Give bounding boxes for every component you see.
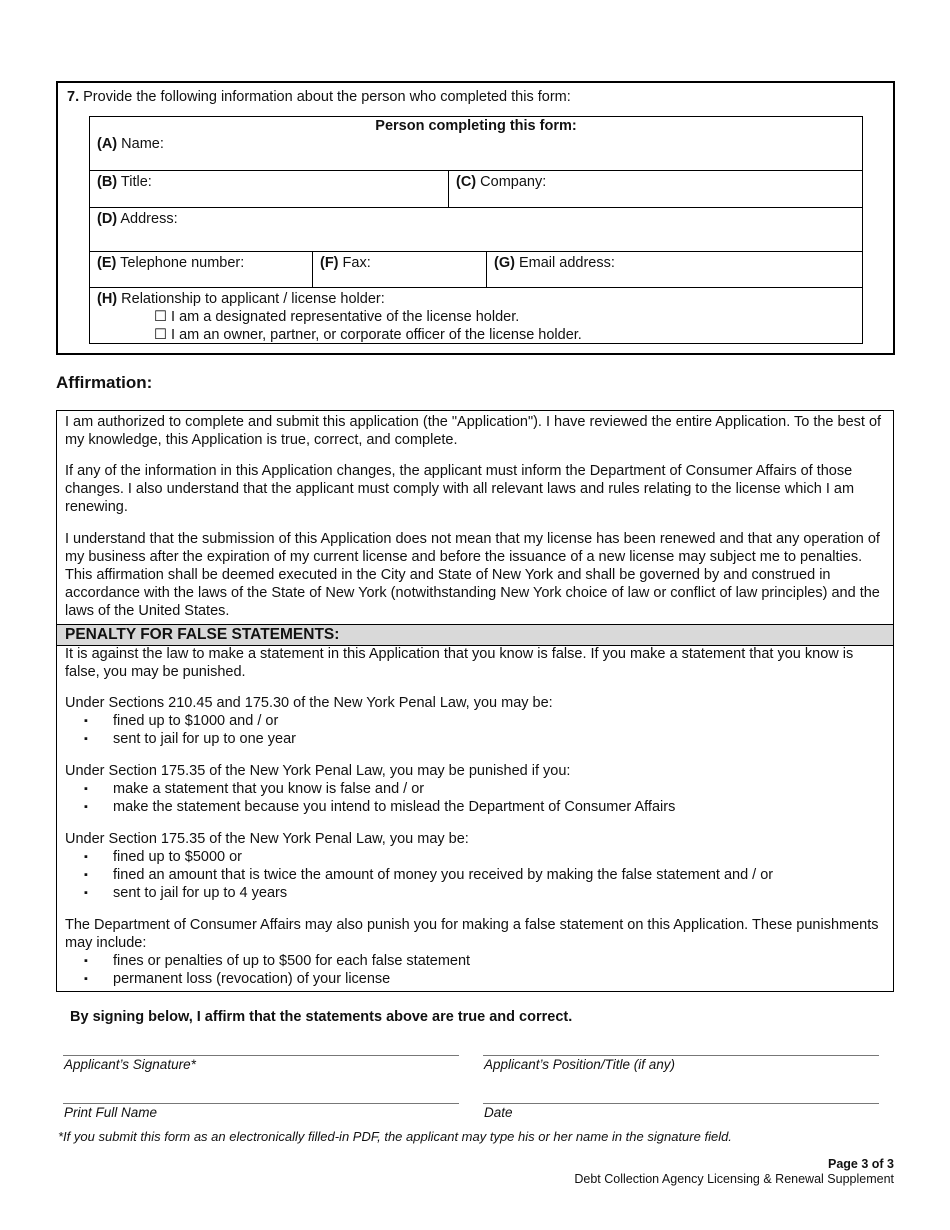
checkbox-designated-representative[interactable] [154,308,519,326]
title-code: (B) [97,174,118,190]
penalty-group [65,762,885,816]
penalty-group [65,694,885,748]
section-7-prompt-text: Provide the following information about the person who completed this form: [83,89,571,105]
penalty-intro: It is against the law to make a statement in this Application that you know is false. If you make a statement that you know is false, you may be punished. [65,646,854,680]
address-code: (D) [97,211,118,227]
name-field[interactable] [90,117,862,170]
affirmation-heading: Affirmation: [56,373,153,392]
name-code: (A) [97,136,118,152]
checkbox-label: I am an owner, partner, or corporate officer of the license holder. [171,327,582,343]
company-label: Company: [480,174,547,190]
title-label: Title: [120,174,152,190]
penalty-group [65,830,885,902]
telephone-label: Telephone number: [120,255,245,271]
list-item: ▪ make a statement that you know is false and / or [57,780,885,798]
section-7-box [56,81,895,355]
affirmation-paragraph: I understand that the submission of this Application does not mean that my license has been renewed and that any operation of my business after the expiration of my current license and before the issuance of a new license may subject me to penalties. This affirmation shall be deemed executed in the City and State of New York and shall be governed by and construed in accordance with the laws of the State of New York (notwithstanding New York choice of law or conflict of law principles) and the laws of the United States. [65,531,880,619]
penalty-heading: PENALTY FOR FALSE STATEMENTS: [65,626,340,643]
print-name-label: Print Full Name [64,1105,158,1120]
telephone-field[interactable] [90,252,312,287]
checkbox-icon[interactable]: ☐ [154,327,167,343]
affirmation-paragraph: I am authorized to complete and submit this application (the "Application"). I have reviewed the entire Application. To the best of my knowledge, this Application is true, correct, and complete. [65,414,882,448]
address-row [90,208,862,252]
applicant-signature-label: Applicant’s Signature* [64,1057,196,1072]
relationship-code: (H) [97,291,118,307]
list-item: ▪ sent to jail for up to one year [57,730,885,748]
fax-code: (F) [320,255,339,271]
checkbox-icon[interactable]: ☐ [154,309,167,325]
list-item: ▪ permanent loss (revocation) of your license [57,970,885,988]
date-label: Date [484,1105,513,1120]
print-name-line[interactable] [63,1103,459,1104]
penalty-group-lead: Under Section 175.35 of the New York Penal Law, you may be: [65,831,469,847]
relationship-label [97,290,385,308]
affirmation-box [56,410,894,992]
list-item: ▪ sent to jail for up to 4 years [57,884,885,902]
email-field[interactable] [487,252,862,287]
list-item: ▪ fined up to $1000 and / or [57,712,885,730]
title-field[interactable] [90,171,448,207]
fax-label: Fax: [342,255,371,271]
name-label: Name: [121,136,164,152]
fax-field[interactable] [313,252,486,287]
checkbox-owner-partner-officer[interactable] [154,326,582,344]
contact-row [90,252,862,288]
affirm-statement: By signing below, I affirm that the statements above are true and correct. [70,1009,573,1025]
section-7-number: 7. [67,89,80,105]
penalty-group-lead: Under Sections 210.45 and 175.30 of the New York Penal Law, you may be: [65,695,553,711]
email-label: Email address: [518,255,615,271]
list-item: ▪ fines or penalties of up to $500 for each false statement [57,952,885,970]
title-company-row [90,171,862,208]
company-field[interactable] [449,171,862,207]
email-code: (G) [494,255,515,271]
affirmation-paragraph: If any of the information in this Application changes, the applicant must inform the Department of Consumer Affairs of those changes. I also understand that the applicant must comply with all relevant laws and rules relating to the license which I am renewing. [65,463,855,515]
relationship-text: Relationship to applicant / license holder: [121,291,385,307]
relationship-row [90,288,862,342]
penalty-heading-bar [57,624,893,646]
penalty-group-lead: Under Section 175.35 of the New York Penal Law, you may be punished if you: [65,763,571,779]
date-line[interactable] [483,1103,879,1104]
telephone-code: (E) [97,255,117,271]
checkbox-label: I am a designated representative of the license holder. [171,309,520,325]
list-item: ▪ fined up to $5000 or [57,848,885,866]
list-item: ▪ make the statement because you intend to mislead the Department of Consumer Affairs [57,798,885,816]
address-field[interactable] [90,208,862,251]
penalty-group-lead: The Department of Consumer Affairs may also punish you for making a false statement on this Application. These punishments may include: [65,917,879,951]
list-item: ▪ fined an amount that is twice the amount of money you received by making the false statement and / or [57,866,885,884]
page-number: Page 3 of 3 [828,1157,894,1171]
address-label: Address: [120,211,178,227]
position-title-label: Applicant’s Position/Title (if any) [484,1057,675,1072]
person-completing-table [89,116,863,344]
document-name: Debt Collection Agency Licensing & Renewal Supplement [574,1172,894,1186]
signature-line[interactable] [63,1055,459,1056]
table-title: Person completing this form: [375,118,577,134]
company-code: (C) [456,174,477,190]
penalty-group [65,916,885,988]
table-title-row [90,117,862,171]
footnote: *If you submit this form as an electronically filled-in PDF, the applicant may type his or her name in the signature field. [58,1129,732,1144]
position-title-line[interactable] [483,1055,879,1056]
section-7-prompt [67,89,571,105]
